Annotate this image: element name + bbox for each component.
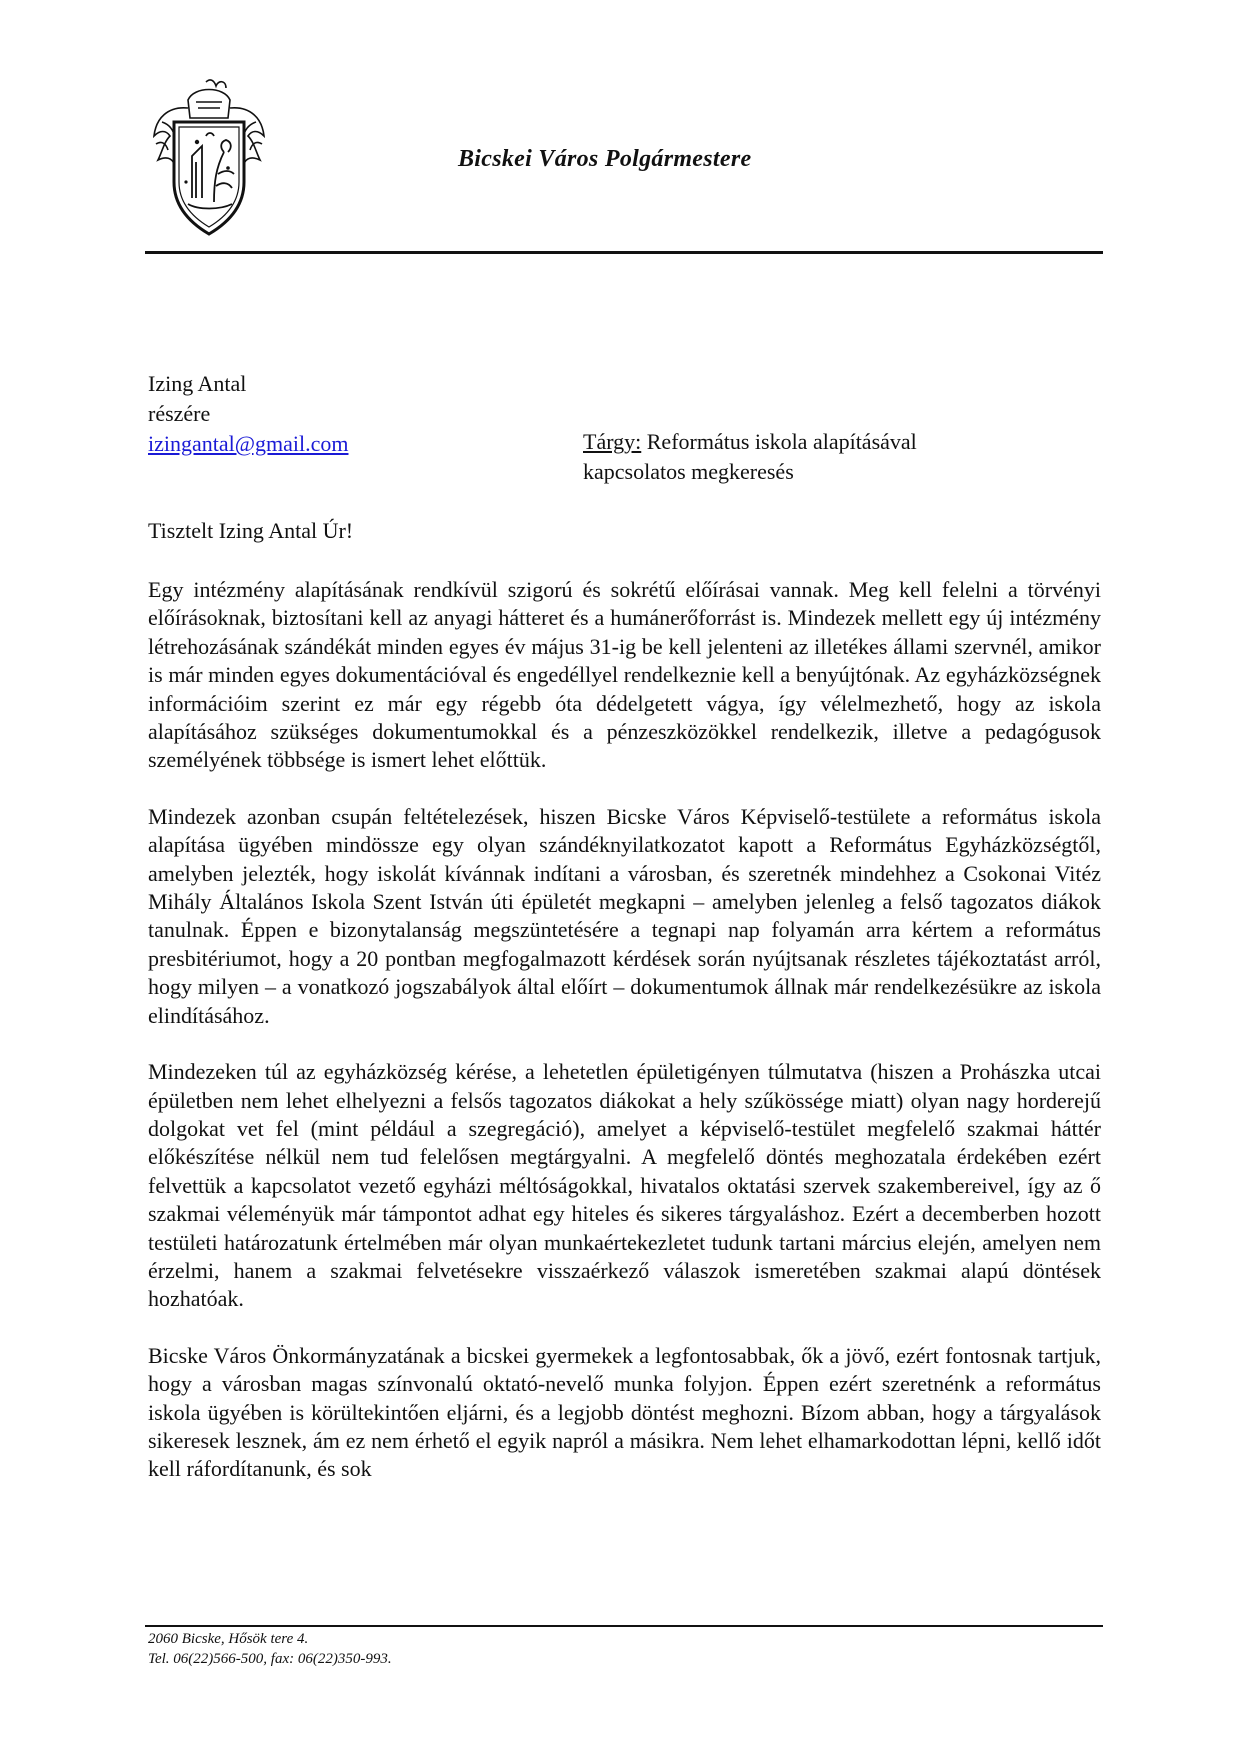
paragraph: Egy intézmény alapításának rendkívül szigorú és sokrétű előírásai vannak. Meg kell felelni a törvényi előírásoknak, biztosítani kell az anyagi hátteret és a humánerőforrást is. Mindezek mellett egy új intézmény létrehozásának szándékát minden egyes év május 31-ig be kell jelenteni az illetékes állami szervnél, amikor is már minden egyes dokumentációval és engedéllyel rendelkeznie kell a benyújtónak. Az egyházközségnek információim szerint ez már egy régebb óta dédelgetett vágya, így vélelmezhető, hogy az iskola alapításához szükséges dokumentumokkal és a pénzeszközökkel rendelkezik, illetve a pedagógusok személyének többsége is ismert lehet előttük.	[148, 577, 1101, 773]
subject-label: Tárgy:	[583, 429, 642, 454]
coat-of-arms-icon	[148, 78, 270, 240]
recipient-block	[148, 369, 348, 459]
footer	[148, 1629, 392, 1669]
recipient-email-link[interactable]: izingantal@gmail.com	[148, 431, 349, 456]
header-divider	[145, 251, 1103, 254]
footer-address: 2060 Bicske, Hősök tere 4.	[148, 1631, 309, 1647]
paragraph: Bicske Város Önkormányzatának a bicskei gyermekek a legfontosabbak, ők a jövő, ezért fontosnak tartjuk, hogy a városban magas színvonalú oktató-nevelő munka folyjon. Éppen ezért szeretnénk a református iskola ügyében is körültekintően eljárni, és a legjobb döntést meghozni. Bízom abban, hogy a tárgyalások sikeresek lesznek, ám ez nem érhető el egyik napról a másikra. Nem lehet elhamarkodottan lépni, kellő időt kell ráfordítanunk, és sok	[148, 1342, 1101, 1482]
subject-line-2: kapcsolatos megkeresés	[583, 459, 794, 484]
footer-contact: Tel. 06(22)566-500, fax: 06(22)350-993.	[148, 1651, 392, 1667]
subject-block	[583, 427, 917, 487]
paragraph: Mindezeken túl az egyházközség kérése, a lehetetlen épületigényen túlmutatva (hiszen a Prohászka utcai épületben nem lehet elhelyezni a felsős tagozatos diákokat a hely szűkössége miatt) olyan nagy horderejű dolgokat vet fel (mint például a szegregáció), amelyet a képviselő-testület megfelelő szakmai háttér előkészítése nélkül nem tud felelősen megtárgyalni. A megfelelő döntés meghozatala érdekében ezért felvettük a kapcsolatot vezető egyházi méltóságokkal, hivatalos oktatási szervek szakembereivel, így az ő szakmai véleményük már támpontot adhat egy hiteles és sikeres tárgyaláshoz. Ezért a decemberben hozott testületi határozatunk értelmében már olyan munkaértekezletet tudunk tartani március elején, amelyen nem érzelmi, hanem a szakmai felvetésekre visszaérkező válaszok ismeretében szakmai alapú döntések hozhatóak.	[148, 1059, 1101, 1312]
recipient-for-label: részére	[148, 401, 211, 426]
letter-body	[148, 576, 1101, 1512]
footer-divider	[145, 1625, 1103, 1627]
salutation: Tisztelt Izing Antal Úr!	[148, 518, 354, 543]
subject-line-1: Református iskola alapításával	[646, 429, 917, 454]
paragraph: Mindezek azonban csupán feltételezések, hiszen Bicske Város Képviselő-testülete a református iskola alapítása ügyében mindössze egy olyan szándéknyilatkozatot kapott a Református Egyházközségtől, amelyben jelezték, hogy iskolát kívánnak indítani a városban, és szeretnék mindehhez a Csokonai Vitéz Mihály Általános Iskola Szent István úti épületét megkapni – amelyben jelenleg a felső tagozatos diákok tanulnak. Éppen e bizonytalanság megszüntetésére a tegnapi nap folyamán arra kértem a református presbitériumot, hogy a 20 pontban megfogalmazott kérdések során nyújtsanak részletes tájékoztatást arról, hogy milyen – a vonatkozó jogszabályok által előírt – dokumentumok állnak már rendelkezésükre az iskola elindításához.	[148, 803, 1101, 1028]
org-title: Bicskei Város Polgármestere	[458, 146, 752, 172]
recipient-name: Izing Antal	[148, 371, 247, 396]
